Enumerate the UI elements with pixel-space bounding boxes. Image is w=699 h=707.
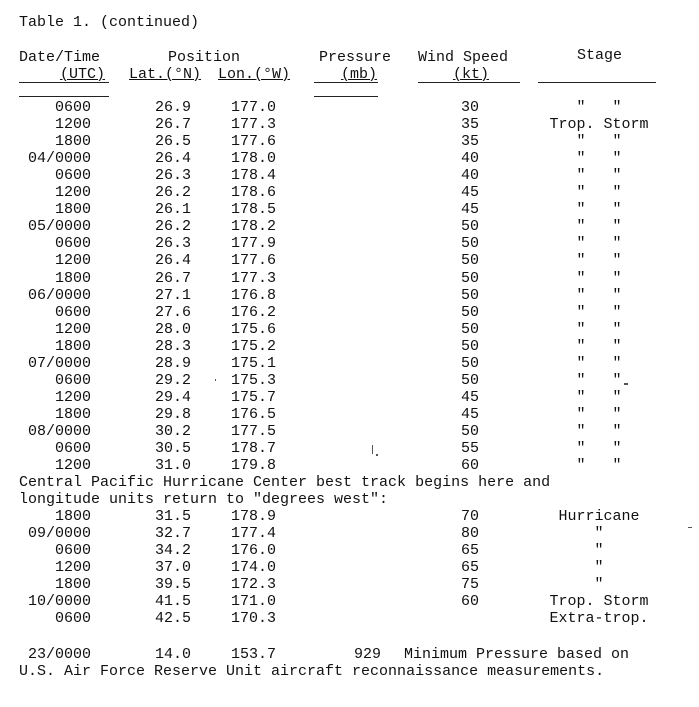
row-stage: " ": [576, 457, 622, 475]
row-lon: 177.6: [231, 252, 277, 270]
header-rule: [418, 82, 520, 83]
row-stage: " ": [576, 150, 622, 168]
header-rule: [19, 96, 109, 97]
row-lat: 29.2: [155, 371, 192, 389]
row-lon: 176.8: [231, 286, 277, 304]
row-wind: 50: [461, 422, 480, 440]
row-lat: 26.1: [155, 201, 192, 219]
row-time: 04/0000: [27, 150, 91, 168]
row-lat: 42.5: [155, 610, 192, 628]
header-rule: [314, 82, 378, 83]
row-stage: " ": [576, 303, 622, 321]
row-lat: 27.1: [155, 286, 192, 304]
row-wind: 50: [461, 218, 480, 236]
header-lon: Lon.(°W): [218, 66, 291, 83]
row-lat: 41.5: [155, 593, 192, 611]
row-lon: 178.0: [231, 150, 277, 168]
row-lat: 37.0: [155, 559, 192, 577]
header-wind-speed: Wind Speed: [418, 49, 509, 66]
row-lat: 29.4: [155, 388, 192, 406]
row-wind: 80: [461, 525, 480, 543]
row-lat: 29.8: [155, 405, 192, 423]
row-lat: 31.5: [155, 508, 192, 525]
row-time: 0600: [54, 610, 91, 628]
row-stage: ": [594, 542, 604, 560]
header-rule: [314, 96, 378, 97]
row-stage: " ": [576, 201, 622, 219]
row-wind: 50: [461, 252, 480, 270]
row-wind: 35: [461, 116, 480, 134]
row-wind: 50: [461, 337, 480, 355]
row-wind: 65: [461, 542, 480, 560]
row-time: 09/0000: [27, 525, 91, 543]
row-lon: 176.2: [231, 303, 277, 321]
header-stage: Stage: [577, 47, 623, 64]
row-lat: 31.0: [155, 457, 192, 475]
row-time: 1800: [54, 576, 91, 594]
row-time: 1200: [54, 184, 91, 202]
row-stage: " ": [576, 422, 622, 440]
row-stage: " ": [576, 337, 622, 355]
min-row-note-2: U.S. Air Force Reserve Unit aircraft reconnaissance measurements.: [19, 663, 605, 680]
row-wind: 45: [461, 184, 480, 202]
row-time: 1200: [54, 388, 91, 406]
row-lat: 39.5: [155, 576, 192, 594]
row-time: 1800: [54, 269, 91, 287]
row-lat: 26.3: [155, 167, 192, 185]
row-stage: " ": [576, 99, 622, 116]
row-wind: 50: [461, 286, 480, 304]
row-lon: 175.2: [231, 337, 277, 355]
scan-speck: [376, 454, 378, 456]
row-lon: 178.9: [231, 508, 277, 525]
row-time: 0600: [54, 303, 91, 321]
row-wind: 75: [461, 576, 480, 594]
row-lat: 26.2: [155, 218, 192, 236]
row-lon: 175.6: [231, 320, 277, 338]
row-lat: 26.7: [155, 269, 192, 287]
row-time: 1800: [54, 405, 91, 423]
row-wind: 45: [461, 405, 480, 423]
row-time: 1200: [54, 457, 91, 475]
row-lon: 178.6: [231, 184, 277, 202]
row-wind: 55: [461, 440, 480, 457]
row-stage: Trop. Storm: [549, 116, 649, 134]
row-lon: 177.9: [231, 235, 277, 253]
row-lon: 178.2: [231, 218, 277, 236]
row-stage: " ": [576, 286, 622, 304]
row-time: 1800: [54, 201, 91, 219]
header-lat: Lat.(°N): [129, 66, 202, 83]
row-time: 1800: [54, 337, 91, 355]
row-wind: 45: [461, 388, 480, 406]
row-stage: " ": [576, 235, 622, 253]
row-lon: 178.5: [231, 201, 277, 219]
header-utc: (UTC): [60, 66, 106, 83]
header-datetime: Date/Time: [19, 49, 101, 66]
header-kt: (kt): [453, 66, 490, 83]
row-stage: ": [594, 525, 604, 543]
min-row-lon: 153.7: [231, 646, 277, 663]
row-stage: Extra-trop.: [549, 610, 649, 628]
row-lat: 28.3: [155, 337, 192, 355]
min-row-time: 23/0000: [27, 646, 91, 663]
row-time: 1200: [54, 252, 91, 270]
row-time: 10/0000: [27, 593, 91, 611]
row-wind: 70: [461, 508, 480, 525]
row-stage: " ": [576, 218, 622, 236]
row-time: 0600: [54, 235, 91, 253]
row-wind: 50: [461, 269, 480, 287]
row-lon: 177.3: [231, 116, 277, 134]
row-time: 07/0000: [27, 354, 91, 372]
row-lon: 175.1: [231, 354, 277, 372]
row-stage: " ": [576, 184, 622, 202]
row-stage: " ": [576, 405, 622, 423]
row-wind: 50: [461, 235, 480, 253]
row-time: 0600: [54, 542, 91, 560]
min-row-lat: 14.0: [155, 646, 192, 663]
row-wind: 60: [461, 457, 480, 475]
row-lat: 32.7: [155, 525, 192, 543]
row-lon: 172.3: [231, 576, 277, 594]
row-lon: 179.8: [231, 457, 277, 475]
row-wind: 45: [461, 201, 480, 219]
row-time: 0600: [54, 440, 91, 457]
row-stage: " ": [576, 371, 622, 389]
row-time: 0600: [54, 167, 91, 185]
row-wind: 65: [461, 559, 480, 577]
row-wind: 50: [461, 303, 480, 321]
row-stage: " ": [576, 167, 622, 185]
row-wind: 50: [461, 320, 480, 338]
row-lon: 177.4: [231, 525, 277, 543]
min-row-note-1: Minimum Pressure based on: [404, 646, 630, 663]
row-time: 1800: [54, 133, 91, 151]
row-stage: " ": [576, 440, 622, 457]
row-time: 1200: [54, 559, 91, 577]
row-lat: 26.3: [155, 235, 192, 253]
row-time: 1800: [54, 508, 91, 525]
row-time: 05/0000: [27, 218, 91, 236]
header-mb: (mb): [341, 66, 378, 83]
row-lon: 178.4: [231, 167, 277, 185]
scan-speck: [624, 383, 628, 385]
row-wind: 50: [461, 354, 480, 372]
row-lon: 176.5: [231, 405, 277, 423]
row-lat: 28.0: [155, 320, 192, 338]
row-stage: " ": [576, 252, 622, 270]
row-lat: 30.5: [155, 440, 192, 457]
row-time: 08/0000: [27, 422, 91, 440]
scan-speck: [372, 445, 373, 454]
header-position: Position: [168, 49, 241, 66]
row-time: 1200: [54, 116, 91, 134]
row-lat: 28.9: [155, 354, 192, 372]
row-lat: 26.7: [155, 116, 192, 134]
row-lon: 175.7: [231, 388, 277, 406]
row-wind: 50: [461, 371, 480, 389]
row-time: 1200: [54, 320, 91, 338]
row-lat: 26.4: [155, 252, 192, 270]
row-lat: 26.4: [155, 150, 192, 168]
row-lat: 26.5: [155, 133, 192, 151]
row-wind: 30: [461, 99, 480, 116]
row-stage: " ": [576, 133, 622, 151]
row-lat: 27.6: [155, 303, 192, 321]
row-wind: 35: [461, 133, 480, 151]
row-stage: ": [594, 559, 604, 577]
row-lon: 175.3: [231, 371, 277, 389]
row-stage: " ": [576, 320, 622, 338]
row-time: 0600: [54, 371, 91, 389]
row-lon: 174.0: [231, 559, 277, 577]
row-lat: 34.2: [155, 542, 192, 560]
row-lon: 177.5: [231, 422, 277, 440]
row-wind: 40: [461, 150, 480, 168]
row-lon: 176.0: [231, 542, 277, 560]
row-lat: 26.9: [155, 99, 192, 116]
min-row-pressure: 929: [354, 646, 382, 663]
row-lon: 170.3: [231, 610, 277, 628]
row-lon: 177.3: [231, 269, 277, 287]
header-rule: [19, 82, 109, 83]
row-stage: " ": [576, 354, 622, 372]
row-lon: 178.7: [231, 440, 277, 457]
row-lon: 171.0: [231, 593, 277, 611]
row-stage: ": [594, 576, 604, 594]
row-lat: 26.2: [155, 184, 192, 202]
note-line-1: Central Pacific Hurricane Center best track begins here and: [19, 474, 551, 491]
scan-speck: [688, 527, 692, 528]
row-lon: 177.0: [231, 99, 277, 116]
scan-speck: [215, 379, 216, 381]
row-time: 0600: [54, 99, 91, 116]
row-stage: Trop. Storm: [549, 593, 649, 611]
row-lat: 30.2: [155, 422, 192, 440]
row-wind: 60: [461, 593, 480, 611]
row-lon: 177.6: [231, 133, 277, 151]
row-stage: Hurricane: [558, 508, 640, 525]
table-title: Table 1. (continued): [19, 14, 200, 31]
header-pressure: Pressure: [319, 49, 392, 66]
header-rule: [538, 82, 656, 83]
row-time: 06/0000: [27, 286, 91, 304]
note-line-2: longitude units return to "degrees west":: [19, 491, 389, 508]
row-stage: " ": [576, 269, 622, 287]
row-stage: " ": [576, 388, 622, 406]
row-wind: 40: [461, 167, 480, 185]
